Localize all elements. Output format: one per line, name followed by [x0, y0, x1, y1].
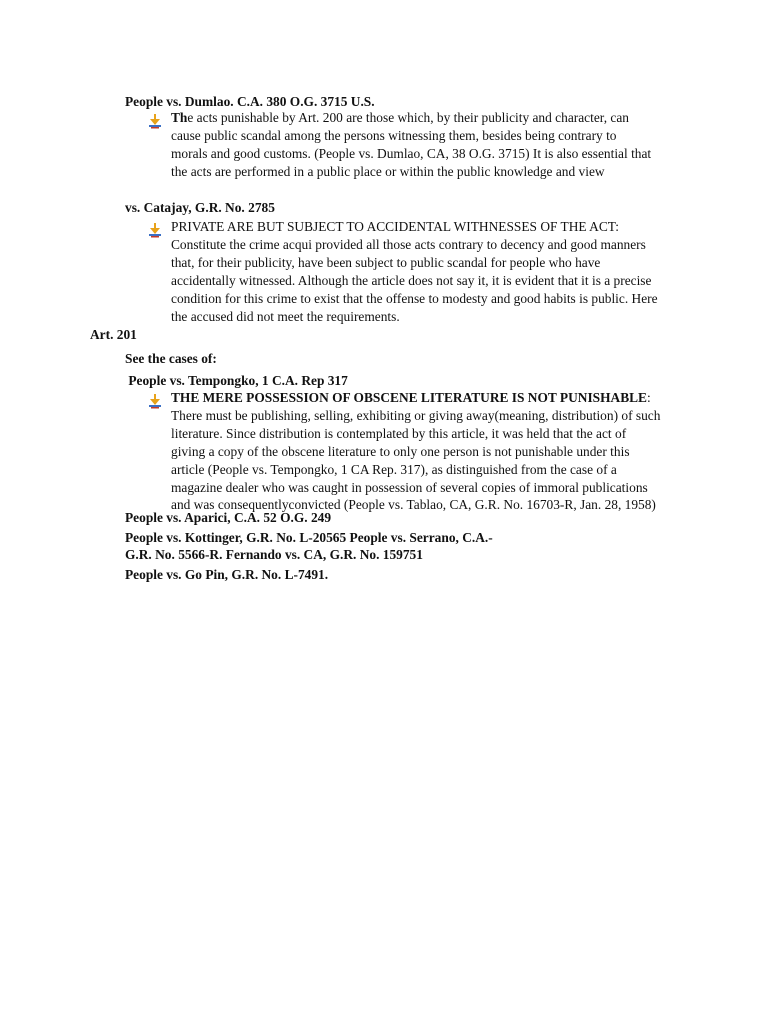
case-citation: People vs. Aparici, C.A. 52 O.G. 249 — [125, 510, 332, 525]
case-citation: People vs. Kottinger, G.R. No. L-20565 People vs. Serrano, C.A.- — [125, 530, 493, 545]
text-line: and was consequentlyconvicted (People vs. Tablao, CA, G.R. No. 16703-R, Jan. 28, 1958) — [171, 497, 656, 513]
text-line: the accused did not meet the requirements. — [171, 308, 400, 324]
paragraph-item-2 — [171, 218, 681, 325]
arrow-bullet-icon — [147, 393, 163, 409]
text-line: article (People vs. Tempongko, 1 CA Rep. 317), as distinguished from the case of a — [171, 461, 617, 477]
lead-text: Th — [171, 110, 188, 125]
text-line: accidentally witnessed. Although the article does not say it, it is evident that it is a precise — [171, 272, 652, 288]
case-citation: People vs. Go Pin, G.R. No. L-7491. — [125, 567, 329, 582]
text-line: cause public scandal among the persons witnessing them, besides being contrary to — [171, 127, 617, 143]
text-line: e acts punishable by Art. 200 are those which, by their publicity and character, can — [187, 110, 629, 125]
text-line: literature. Since distribution is contemplated by this article, it was held that the act of — [171, 425, 627, 441]
case-heading: People vs. Dumlao. C.A. 380 O.G. 3715 U.S. — [125, 94, 375, 109]
lead-text: THE MERE POSSESSION OF OBSCENE LITERATURE IS NOT PUNISHABLE — [171, 390, 647, 405]
section-heading: See the cases of: — [125, 351, 217, 366]
paragraph-item-1 — [171, 109, 681, 181]
lead-tail: : — [647, 390, 651, 405]
text-line: giving a copy of the obscene literature to only one person is not punishable under this — [171, 443, 630, 459]
case-heading: People vs. Tempongko, 1 C.A. Rep 317 — [125, 373, 348, 388]
text-line: morals and good customs. (People vs. Dumlao, CA, 38 O.G. 3715) It is also essential that — [171, 145, 652, 161]
text-line: the acts are performed in a public place or within the public knowledge and view — [171, 163, 605, 179]
text-line: that, for their publicity, have been subject to public scandal for people who have — [171, 254, 601, 270]
text-line: There must be publishing, selling, exhibiting or giving away(meaning, distribution) of such — [171, 407, 661, 423]
text-line: Constitute the crime acqui provided all those acts contrary to decency and good manners — [171, 236, 646, 252]
text-line: condition for this crime to exist that the offense to modesty and good habits is public. Here — [171, 290, 658, 306]
case-heading: vs. Catajay, G.R. No. 2785 — [125, 200, 275, 215]
text-line: PRIVATE ARE BUT SUBJECT TO ACCIDENTAL WITHNESSES OF THE ACT: — [171, 219, 620, 234]
paragraph-item-3 — [171, 389, 681, 514]
arrow-bullet-icon — [147, 113, 163, 129]
text-line: magazine dealer who was caught in possession of several copies of immoral publications — [171, 479, 648, 495]
case-citation: G.R. No. 5566-R. Fernando vs. CA, G.R. No. 159751 — [125, 547, 423, 562]
arrow-bullet-icon — [147, 222, 163, 238]
article-heading: Art. 201 — [90, 327, 137, 342]
